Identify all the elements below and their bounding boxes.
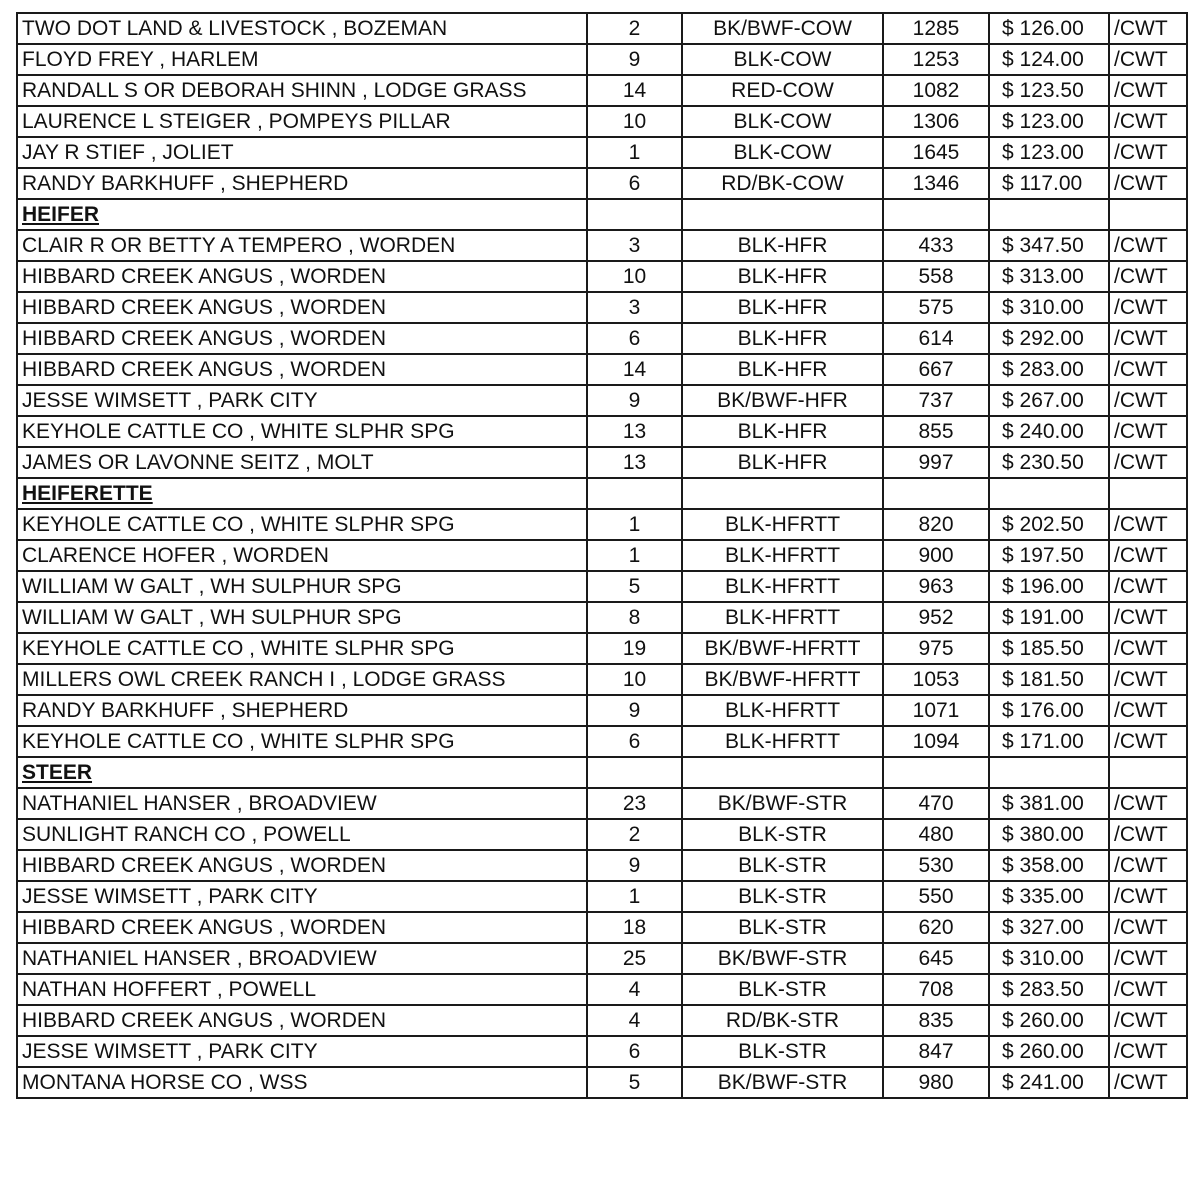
weight-cell: 820 bbox=[883, 509, 989, 540]
price-cell: $ 283.00 bbox=[989, 354, 1109, 385]
table-row bbox=[17, 168, 1187, 199]
seller-cell: NATHANIEL HANSER , BROADVIEW bbox=[17, 788, 587, 819]
weight-cell: 997 bbox=[883, 447, 989, 478]
table-row bbox=[17, 850, 1187, 881]
head-cell: 13 bbox=[587, 447, 682, 478]
seller-cell: MONTANA HORSE CO , WSS bbox=[17, 1067, 587, 1098]
table-row bbox=[17, 633, 1187, 664]
unit-cell: /CWT bbox=[1109, 323, 1187, 354]
description-cell: BK/BWF-STR bbox=[682, 943, 883, 974]
table-row bbox=[17, 230, 1187, 261]
empty-cell bbox=[989, 199, 1109, 230]
unit-cell: /CWT bbox=[1109, 106, 1187, 137]
price-cell: $ 335.00 bbox=[989, 881, 1109, 912]
description-cell: BLK-HFR bbox=[682, 323, 883, 354]
description-cell: BLK-STR bbox=[682, 819, 883, 850]
sale-results-body bbox=[17, 13, 1187, 1098]
price-cell: $ 380.00 bbox=[989, 819, 1109, 850]
price-cell: $ 171.00 bbox=[989, 726, 1109, 757]
head-cell: 25 bbox=[587, 943, 682, 974]
seller-cell: WILLIAM W GALT , WH SULPHUR SPG bbox=[17, 602, 587, 633]
description-cell: BLK-COW bbox=[682, 44, 883, 75]
unit-cell: /CWT bbox=[1109, 540, 1187, 571]
description-cell: BK/BWF-HFRTT bbox=[682, 633, 883, 664]
weight-cell: 952 bbox=[883, 602, 989, 633]
head-cell: 10 bbox=[587, 664, 682, 695]
unit-cell: /CWT bbox=[1109, 974, 1187, 1005]
unit-cell: /CWT bbox=[1109, 633, 1187, 664]
weight-cell: 667 bbox=[883, 354, 989, 385]
section-label: STEER bbox=[22, 761, 93, 784]
table-row bbox=[17, 1005, 1187, 1036]
seller-cell: RANDY BARKHUFF , SHEPHERD bbox=[17, 695, 587, 726]
unit-cell: /CWT bbox=[1109, 850, 1187, 881]
weight-cell: 980 bbox=[883, 1067, 989, 1098]
empty-cell bbox=[587, 757, 682, 788]
weight-cell: 1053 bbox=[883, 664, 989, 695]
table-row bbox=[17, 1036, 1187, 1067]
unit-cell: /CWT bbox=[1109, 230, 1187, 261]
description-cell: BLK-HFRTT bbox=[682, 602, 883, 633]
table-row bbox=[17, 13, 1187, 44]
head-cell: 14 bbox=[587, 75, 682, 106]
price-cell: $ 197.50 bbox=[989, 540, 1109, 571]
weight-cell: 855 bbox=[883, 416, 989, 447]
unit-cell: /CWT bbox=[1109, 788, 1187, 819]
price-cell: $ 202.50 bbox=[989, 509, 1109, 540]
table-row bbox=[17, 137, 1187, 168]
seller-cell: HIBBARD CREEK ANGUS , WORDEN bbox=[17, 354, 587, 385]
weight-cell: 847 bbox=[883, 1036, 989, 1067]
price-cell: $ 267.00 bbox=[989, 385, 1109, 416]
seller-cell: LAURENCE L STEIGER , POMPEYS PILLAR bbox=[17, 106, 587, 137]
unit-cell: /CWT bbox=[1109, 292, 1187, 323]
table-row bbox=[17, 571, 1187, 602]
seller-cell: JESSE WIMSETT , PARK CITY bbox=[17, 881, 587, 912]
unit-cell: /CWT bbox=[1109, 354, 1187, 385]
table-row bbox=[17, 75, 1187, 106]
seller-cell: HIBBARD CREEK ANGUS , WORDEN bbox=[17, 261, 587, 292]
head-cell: 6 bbox=[587, 726, 682, 757]
unit-cell: /CWT bbox=[1109, 602, 1187, 633]
seller-cell: KEYHOLE CATTLE CO , WHITE SLPHR SPG bbox=[17, 509, 587, 540]
head-cell: 18 bbox=[587, 912, 682, 943]
weight-cell: 1253 bbox=[883, 44, 989, 75]
weight-cell: 558 bbox=[883, 261, 989, 292]
unit-cell: /CWT bbox=[1109, 695, 1187, 726]
description-cell: BLK-HFRTT bbox=[682, 540, 883, 571]
weight-cell: 1094 bbox=[883, 726, 989, 757]
seller-cell: HIBBARD CREEK ANGUS , WORDEN bbox=[17, 292, 587, 323]
price-cell: $ 240.00 bbox=[989, 416, 1109, 447]
weight-cell: 975 bbox=[883, 633, 989, 664]
weight-cell: 1082 bbox=[883, 75, 989, 106]
unit-cell: /CWT bbox=[1109, 13, 1187, 44]
head-cell: 4 bbox=[587, 1005, 682, 1036]
seller-cell: JAY R STIEF , JOLIET bbox=[17, 137, 587, 168]
description-cell: BLK-HFRTT bbox=[682, 726, 883, 757]
price-cell: $ 123.00 bbox=[989, 106, 1109, 137]
head-cell: 19 bbox=[587, 633, 682, 664]
table-row bbox=[17, 664, 1187, 695]
seller-cell: WILLIAM W GALT , WH SULPHUR SPG bbox=[17, 571, 587, 602]
head-cell: 9 bbox=[587, 44, 682, 75]
price-cell: $ 191.00 bbox=[989, 602, 1109, 633]
empty-cell bbox=[883, 199, 989, 230]
seller-cell: JESSE WIMSETT , PARK CITY bbox=[17, 1036, 587, 1067]
head-cell: 2 bbox=[587, 13, 682, 44]
unit-cell: /CWT bbox=[1109, 943, 1187, 974]
price-cell: $ 126.00 bbox=[989, 13, 1109, 44]
empty-cell bbox=[989, 478, 1109, 509]
price-cell: $ 181.50 bbox=[989, 664, 1109, 695]
unit-cell: /CWT bbox=[1109, 726, 1187, 757]
unit-cell: /CWT bbox=[1109, 1005, 1187, 1036]
description-cell: BLK-HFR bbox=[682, 416, 883, 447]
unit-cell: /CWT bbox=[1109, 447, 1187, 478]
unit-cell: /CWT bbox=[1109, 664, 1187, 695]
unit-cell: /CWT bbox=[1109, 1036, 1187, 1067]
seller-cell: RANDALL S OR DEBORAH SHINN , LODGE GRASS bbox=[17, 75, 587, 106]
head-cell: 6 bbox=[587, 168, 682, 199]
head-cell: 5 bbox=[587, 1067, 682, 1098]
weight-cell: 708 bbox=[883, 974, 989, 1005]
unit-cell: /CWT bbox=[1109, 137, 1187, 168]
description-cell: BLK-HFR bbox=[682, 261, 883, 292]
price-cell: $ 381.00 bbox=[989, 788, 1109, 819]
weight-cell: 900 bbox=[883, 540, 989, 571]
table-row bbox=[17, 509, 1187, 540]
table-row bbox=[17, 540, 1187, 571]
weight-cell: 737 bbox=[883, 385, 989, 416]
head-cell: 9 bbox=[587, 850, 682, 881]
seller-cell: HIBBARD CREEK ANGUS , WORDEN bbox=[17, 912, 587, 943]
description-cell: BLK-HFR bbox=[682, 292, 883, 323]
unit-cell: /CWT bbox=[1109, 168, 1187, 199]
table-row bbox=[17, 385, 1187, 416]
price-cell: $ 327.00 bbox=[989, 912, 1109, 943]
head-cell: 23 bbox=[587, 788, 682, 819]
table-row bbox=[17, 602, 1187, 633]
description-cell: BLK-COW bbox=[682, 137, 883, 168]
unit-cell: /CWT bbox=[1109, 912, 1187, 943]
price-cell: $ 241.00 bbox=[989, 1067, 1109, 1098]
seller-cell: KEYHOLE CATTLE CO , WHITE SLPHR SPG bbox=[17, 416, 587, 447]
price-cell: $ 260.00 bbox=[989, 1036, 1109, 1067]
unit-cell: /CWT bbox=[1109, 261, 1187, 292]
seller-cell: JAMES OR LAVONNE SEITZ , MOLT bbox=[17, 447, 587, 478]
description-cell: BLK-STR bbox=[682, 912, 883, 943]
price-cell: $ 347.50 bbox=[989, 230, 1109, 261]
price-cell: $ 117.00 bbox=[989, 168, 1109, 199]
weight-cell: 433 bbox=[883, 230, 989, 261]
table-row bbox=[17, 788, 1187, 819]
weight-cell: 1346 bbox=[883, 168, 989, 199]
price-cell: $ 310.00 bbox=[989, 292, 1109, 323]
head-cell: 4 bbox=[587, 974, 682, 1005]
head-cell: 3 bbox=[587, 292, 682, 323]
section-header-row bbox=[17, 757, 1187, 788]
seller-cell: KEYHOLE CATTLE CO , WHITE SLPHR SPG bbox=[17, 633, 587, 664]
weight-cell: 1071 bbox=[883, 695, 989, 726]
price-cell: $ 123.00 bbox=[989, 137, 1109, 168]
empty-cell bbox=[682, 199, 883, 230]
unit-cell: /CWT bbox=[1109, 1067, 1187, 1098]
head-cell: 9 bbox=[587, 385, 682, 416]
price-cell: $ 176.00 bbox=[989, 695, 1109, 726]
table-row bbox=[17, 1067, 1187, 1098]
seller-cell: JESSE WIMSETT , PARK CITY bbox=[17, 385, 587, 416]
head-cell: 1 bbox=[587, 509, 682, 540]
seller-cell: HIBBARD CREEK ANGUS , WORDEN bbox=[17, 850, 587, 881]
description-cell: BLK-HFRTT bbox=[682, 571, 883, 602]
description-cell: BLK-STR bbox=[682, 881, 883, 912]
weight-cell: 1285 bbox=[883, 13, 989, 44]
description-cell: BLK-COW bbox=[682, 106, 883, 137]
unit-cell: /CWT bbox=[1109, 571, 1187, 602]
weight-cell: 963 bbox=[883, 571, 989, 602]
description-cell: RED-COW bbox=[682, 75, 883, 106]
description-cell: BLK-STR bbox=[682, 850, 883, 881]
price-cell: $ 196.00 bbox=[989, 571, 1109, 602]
head-cell: 6 bbox=[587, 323, 682, 354]
price-cell: $ 185.50 bbox=[989, 633, 1109, 664]
price-cell: $ 230.50 bbox=[989, 447, 1109, 478]
table-row bbox=[17, 354, 1187, 385]
weight-cell: 1306 bbox=[883, 106, 989, 137]
empty-cell bbox=[883, 478, 989, 509]
seller-cell: TWO DOT LAND & LIVESTOCK , BOZEMAN bbox=[17, 13, 587, 44]
price-cell: $ 310.00 bbox=[989, 943, 1109, 974]
empty-cell bbox=[1109, 199, 1187, 230]
description-cell: BK/BWF-STR bbox=[682, 788, 883, 819]
section-label-cell bbox=[17, 199, 587, 230]
seller-cell: CLAIR R OR BETTY A TEMPERO , WORDEN bbox=[17, 230, 587, 261]
description-cell: BLK-HFR bbox=[682, 354, 883, 385]
section-label-cell bbox=[17, 757, 587, 788]
head-cell: 14 bbox=[587, 354, 682, 385]
price-cell: $ 292.00 bbox=[989, 323, 1109, 354]
table-row bbox=[17, 44, 1187, 75]
head-cell: 13 bbox=[587, 416, 682, 447]
head-cell: 3 bbox=[587, 230, 682, 261]
seller-cell: FLOYD FREY , HARLEM bbox=[17, 44, 587, 75]
head-cell: 10 bbox=[587, 106, 682, 137]
description-cell: BLK-HFRTT bbox=[682, 695, 883, 726]
unit-cell: /CWT bbox=[1109, 881, 1187, 912]
description-cell: BK/BWF-HFRTT bbox=[682, 664, 883, 695]
unit-cell: /CWT bbox=[1109, 416, 1187, 447]
head-cell: 1 bbox=[587, 137, 682, 168]
seller-cell: CLARENCE HOFER , WORDEN bbox=[17, 540, 587, 571]
head-cell: 6 bbox=[587, 1036, 682, 1067]
price-cell: $ 358.00 bbox=[989, 850, 1109, 881]
table-row bbox=[17, 447, 1187, 478]
seller-cell: KEYHOLE CATTLE CO , WHITE SLPHR SPG bbox=[17, 726, 587, 757]
head-cell: 8 bbox=[587, 602, 682, 633]
description-cell: BLK-HFRTT bbox=[682, 509, 883, 540]
price-cell: $ 260.00 bbox=[989, 1005, 1109, 1036]
table-row bbox=[17, 416, 1187, 447]
table-row bbox=[17, 726, 1187, 757]
empty-cell bbox=[883, 757, 989, 788]
section-header-row bbox=[17, 478, 1187, 509]
description-cell: BK/BWF-HFR bbox=[682, 385, 883, 416]
section-header-row bbox=[17, 199, 1187, 230]
weight-cell: 620 bbox=[883, 912, 989, 943]
seller-cell: SUNLIGHT RANCH CO , POWELL bbox=[17, 819, 587, 850]
weight-cell: 1645 bbox=[883, 137, 989, 168]
table-row bbox=[17, 106, 1187, 137]
empty-cell bbox=[587, 199, 682, 230]
unit-cell: /CWT bbox=[1109, 385, 1187, 416]
table-row bbox=[17, 292, 1187, 323]
table-row bbox=[17, 912, 1187, 943]
empty-cell bbox=[682, 478, 883, 509]
price-cell: $ 124.00 bbox=[989, 44, 1109, 75]
head-cell: 10 bbox=[587, 261, 682, 292]
weight-cell: 645 bbox=[883, 943, 989, 974]
weight-cell: 575 bbox=[883, 292, 989, 323]
weight-cell: 480 bbox=[883, 819, 989, 850]
head-cell: 2 bbox=[587, 819, 682, 850]
table-row bbox=[17, 974, 1187, 1005]
empty-cell bbox=[1109, 478, 1187, 509]
table-row bbox=[17, 695, 1187, 726]
table-row bbox=[17, 323, 1187, 354]
weight-cell: 835 bbox=[883, 1005, 989, 1036]
price-cell: $ 313.00 bbox=[989, 261, 1109, 292]
seller-cell: HIBBARD CREEK ANGUS , WORDEN bbox=[17, 323, 587, 354]
seller-cell: RANDY BARKHUFF , SHEPHERD bbox=[17, 168, 587, 199]
price-cell: $ 123.50 bbox=[989, 75, 1109, 106]
description-cell: BLK-HFR bbox=[682, 230, 883, 261]
head-cell: 1 bbox=[587, 881, 682, 912]
table-row bbox=[17, 819, 1187, 850]
unit-cell: /CWT bbox=[1109, 44, 1187, 75]
unit-cell: /CWT bbox=[1109, 819, 1187, 850]
empty-cell bbox=[682, 757, 883, 788]
weight-cell: 530 bbox=[883, 850, 989, 881]
table-row bbox=[17, 261, 1187, 292]
description-cell: RD/BK-COW bbox=[682, 168, 883, 199]
weight-cell: 550 bbox=[883, 881, 989, 912]
head-cell: 1 bbox=[587, 540, 682, 571]
section-label: HEIFERETTE bbox=[22, 482, 153, 505]
seller-cell: NATHANIEL HANSER , BROADVIEW bbox=[17, 943, 587, 974]
unit-cell: /CWT bbox=[1109, 509, 1187, 540]
head-cell: 9 bbox=[587, 695, 682, 726]
empty-cell bbox=[587, 478, 682, 509]
unit-cell: /CWT bbox=[1109, 75, 1187, 106]
description-cell: BK/BWF-STR bbox=[682, 1067, 883, 1098]
section-label: HEIFER bbox=[22, 203, 100, 226]
description-cell: BLK-HFR bbox=[682, 447, 883, 478]
description-cell: RD/BK-STR bbox=[682, 1005, 883, 1036]
table-row bbox=[17, 881, 1187, 912]
seller-cell: HIBBARD CREEK ANGUS , WORDEN bbox=[17, 1005, 587, 1036]
seller-cell: NATHAN HOFFERT , POWELL bbox=[17, 974, 587, 1005]
description-cell: BLK-STR bbox=[682, 1036, 883, 1067]
head-cell: 5 bbox=[587, 571, 682, 602]
section-label-cell bbox=[17, 478, 587, 509]
price-cell: $ 283.50 bbox=[989, 974, 1109, 1005]
weight-cell: 614 bbox=[883, 323, 989, 354]
empty-cell bbox=[989, 757, 1109, 788]
weight-cell: 470 bbox=[883, 788, 989, 819]
description-cell: BLK-STR bbox=[682, 974, 883, 1005]
description-cell: BK/BWF-COW bbox=[682, 13, 883, 44]
table-row bbox=[17, 943, 1187, 974]
empty-cell bbox=[1109, 757, 1187, 788]
seller-cell: MILLERS OWL CREEK RANCH I , LODGE GRASS bbox=[17, 664, 587, 695]
sale-results-table bbox=[16, 12, 1188, 1099]
